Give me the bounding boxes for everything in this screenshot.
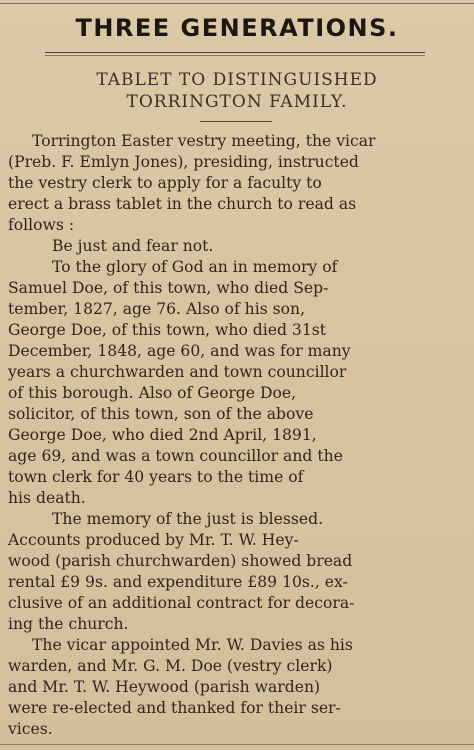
article-line: George Doe, who died 2nd April, 1891,: [8, 426, 317, 444]
article-line: Accounts produced by Mr. T. W. Hey-: [8, 531, 299, 549]
article-line: were re-elected and thanked for their ser-: [8, 699, 341, 717]
top-rule: [0, 3, 474, 4]
article-line: vices.: [8, 720, 53, 738]
article-line: To the glory of God an in memory of: [52, 258, 338, 276]
article-line: The vicar appointed Mr. W. Davies as his: [32, 636, 353, 654]
article-line: of this borough. Also of George Doe,: [8, 384, 297, 402]
article-line: (Preb. F. Emlyn Jones), presiding, instructed: [8, 153, 359, 171]
article-line: tember, 1827, age 76. Also of his son,: [8, 300, 306, 318]
headline: THREE GENERATIONS.: [75, 14, 399, 42]
article-line: rental £9 9s. and expenditure £89 10s., ex-: [8, 573, 348, 591]
subheading-line-2: TORRINGTON FAMILY.: [126, 92, 348, 112]
subheading-line-1: TABLET TO DISTINGUISHED: [96, 70, 378, 90]
article-line: solicitor, of this town, son of the above: [8, 405, 314, 423]
headline-rule-secondary: [45, 55, 425, 56]
article-line: Samuel Doe, of this town, who died Sep-: [8, 279, 329, 297]
article-line: age 69, and was a town councillor and the: [8, 447, 343, 465]
headline-rule: [45, 52, 425, 53]
article-line: warden, and Mr. G. M. Doe (vestry clerk): [8, 657, 333, 675]
article-line: his death.: [8, 489, 86, 507]
article-line: ing the church.: [8, 615, 129, 633]
article-line: George Doe, of this town, who died 31st: [8, 321, 327, 339]
article-line: and Mr. T. W. Heywood (parish warden): [8, 678, 321, 696]
article-line: December, 1848, age 60, and was for many: [8, 342, 351, 360]
article-line: The memory of the just is blessed.: [52, 510, 324, 528]
subheading-rule: [200, 121, 272, 122]
article-line: Be just and fear not.: [52, 237, 214, 255]
article-line: Torrington Easter vestry meeting, the vicar: [32, 132, 376, 150]
article-line: the vestry clerk to apply for a faculty to: [8, 174, 322, 192]
article-line: town clerk for 40 years to the time of: [8, 468, 304, 486]
bottom-rule: [0, 744, 474, 745]
article-line: wood (parish churchwarden) showed bread: [8, 552, 353, 570]
article-line: follows :: [8, 216, 75, 234]
article-line: erect a brass tablet in the church to read as: [8, 195, 357, 213]
article-line: years a churchwarden and town councillor: [8, 363, 347, 381]
article-line: clusive of an additional contract for decora-: [8, 594, 355, 612]
